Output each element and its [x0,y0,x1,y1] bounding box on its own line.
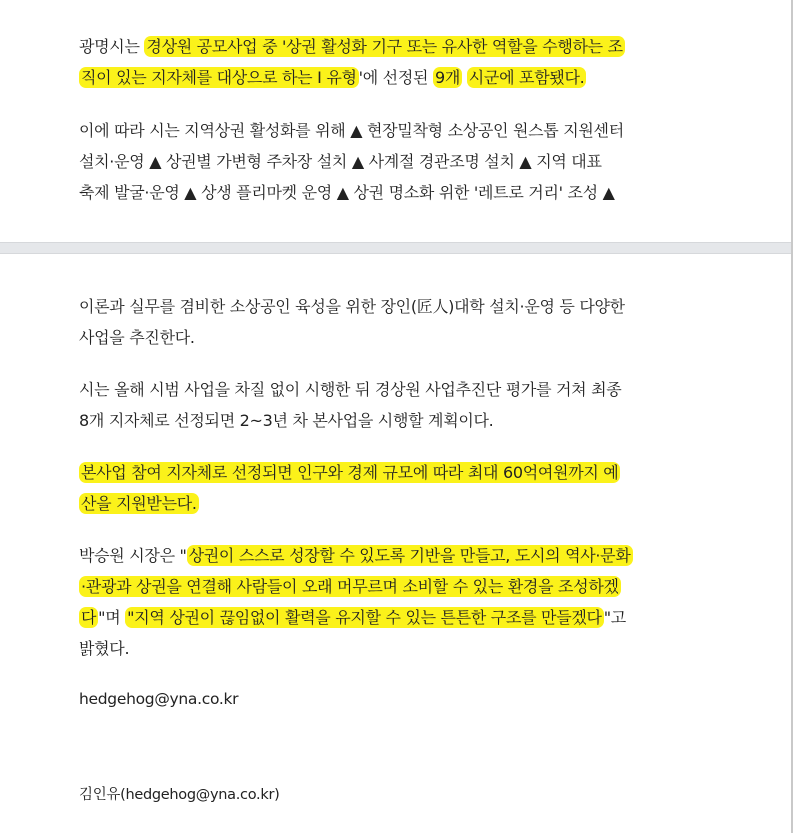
text-line [79,457,719,488]
text-line [79,488,719,519]
text-line: 8개 지자체로 선정되면 2~3년 차 본사업을 시행할 계획이다. [79,411,494,430]
paragraph-pilot-evaluation [79,374,719,436]
paragraph-selection-announcement [79,31,719,93]
text-line [79,571,719,602]
text-line: 이론과 실무를 겸비한 소상공인 육성을 위한 장인(匠人)대학 설치·운영 등 다양한 [79,297,625,316]
byline-text: 김인유(hedgehog@yna.co.kr) [79,787,280,803]
text-line: 사업을 추진한다. [79,328,195,347]
highlighted-text: 시군에 포함됐다. [468,68,585,87]
text-segment: "며 [98,608,126,627]
text-line: 밝혔다. [79,639,130,658]
paragraph-plan-continued [79,291,719,353]
text-segment: 광명시는 [79,37,145,56]
text-line: 축제 발굴·운영 ▲ 상생 플리마켓 운영 ▲ 상권 명소화 위한 '레트로 거리' 조성 ▲ [79,183,615,202]
article-section-bottom [0,254,791,833]
highlighted-text: "지역 상권이 끊임없이 활력을 유지할 수 있는 튼튼한 구조를 만들겠다 [127,608,602,627]
text-line: 이에 따라 시는 지역상권 활성화를 위해 ▲ 현장밀착형 소상공인 원스톱 지원센터 [79,121,624,140]
paragraph-plan-list [79,115,719,208]
text-line [79,540,719,571]
highlighted-text: 다 [81,608,97,627]
email-text: hedgehog@yna.co.kr [79,690,239,708]
text-line: 설치·운영 ▲ 상권별 가변형 주차장 설치 ▲ 사계절 경관조명 설치 ▲ 지역 대표 [79,152,602,171]
reporter-email [79,684,719,715]
highlighted-text: 직이 있는 지자체를 대상으로 하는 I 유형 [81,68,357,87]
text-segment: 박승원 시장은 " [79,546,187,565]
highlighted-text: 9개 [434,68,460,87]
paragraph-funding [79,457,719,519]
text-line [79,62,719,93]
reporter-byline [79,780,719,811]
article-section-top [0,0,791,242]
highlighted-text: 산을 지원받는다. [81,494,197,513]
text-line: 시는 올해 시범 사업을 차질 없이 시행한 뒤 경상원 사업추진단 평가를 거쳐 최종 [79,380,622,399]
paragraph-mayor-quote [79,540,719,664]
highlighted-text: 상권이 스스로 성장할 수 있도록 기반을 만들고, 도시의 역사·문화 [188,546,631,565]
text-segment: "고 [603,608,626,627]
text-line [79,602,719,633]
text-segment: '에 선정된 [358,68,433,87]
text-line [79,31,719,62]
highlighted-text: 본사업 참여 지자체로 선정되면 인구와 경제 규모에 따라 최대 60억여원까지 예 [81,463,619,482]
section-divider [0,242,791,254]
highlighted-text: 경상원 공모사업 중 '상권 활성화 기구 또는 유사한 역할을 수행하는 조 [146,37,623,56]
highlighted-text: ·관광과 상권을 연결해 사람들이 오래 머무르며 소비할 수 있는 환경을 조성하겠 [81,577,619,596]
